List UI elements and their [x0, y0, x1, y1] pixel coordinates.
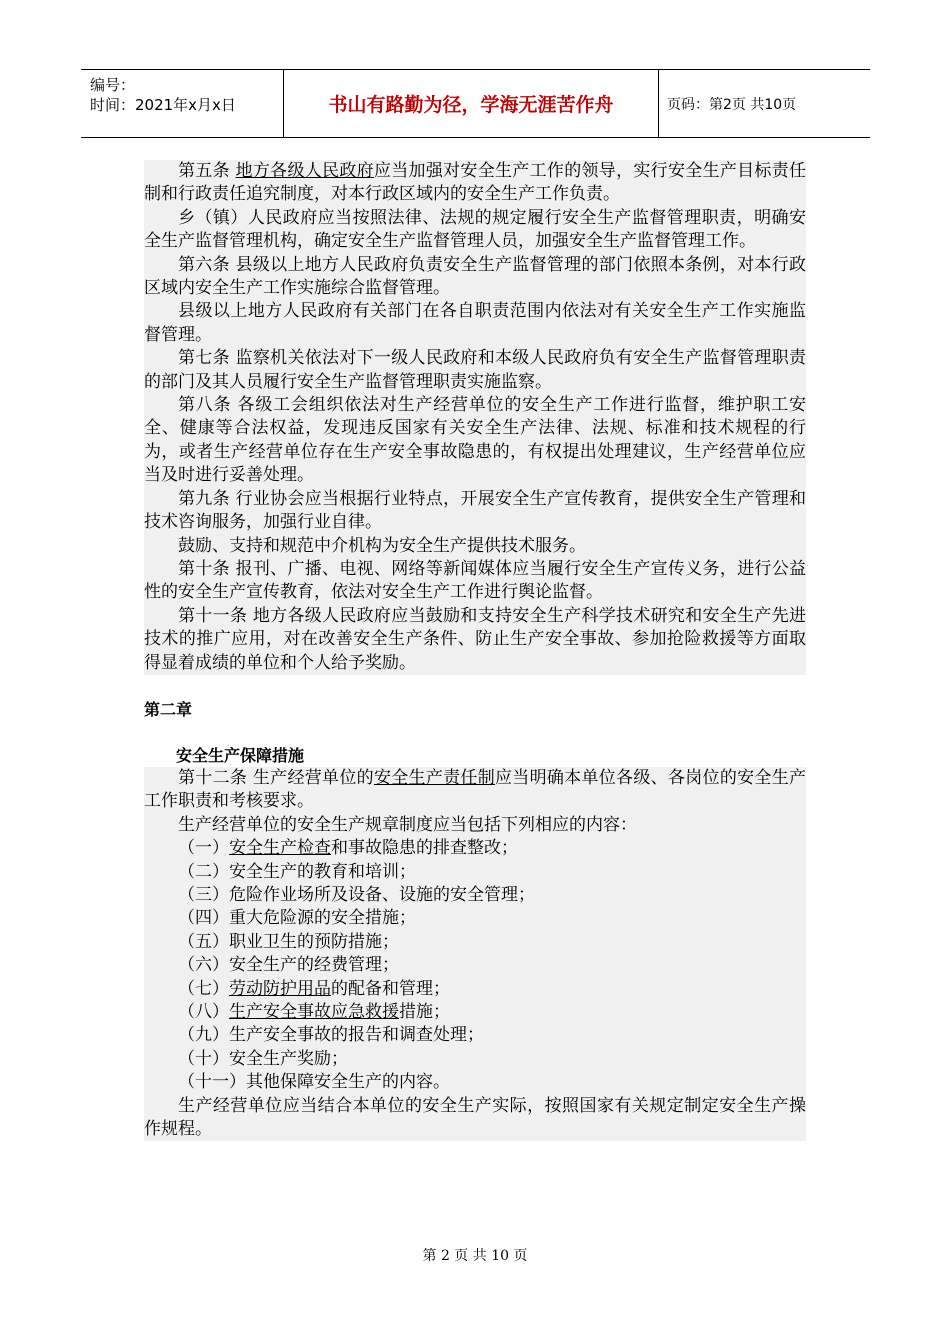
text-run: （十）安全生产奖励； [178, 1048, 348, 1069]
text-run: （八） [178, 1002, 229, 1022]
paragraph [144, 1095, 806, 1142]
chapter-heading: 第二章 [144, 699, 193, 719]
text-run: （六）安全生产的经费管理； [178, 955, 399, 976]
text-run: 应当加强对安全生产工作的领导，实行安全生产目标责任制和行政责任追究制度，对本行政区域内的安全生产工作负责。 [144, 161, 807, 205]
text-run: 鼓励、支持和规范中介机构为安全生产提供技术服务。 [178, 535, 586, 556]
paragraph [144, 767, 806, 814]
text-run: （十一）其他保障安全生产的内容。 [178, 1072, 450, 1093]
underlined-term: 安全生产责任制 [373, 767, 495, 788]
spacer [144, 675, 806, 698]
text-run: 生产经营单位的安全生产规章制度应当包括下列相应的内容： [178, 814, 637, 835]
text-run: 第十二条 生产经营单位的 [178, 767, 374, 788]
document-date: 时间：2021年x月x日 [90, 96, 236, 114]
paragraph [144, 814, 806, 837]
text-run: 措施； [399, 1002, 450, 1022]
text-run: 应当明确本单位各级、各岗位的安全生产工作职责和考核要求。 [144, 767, 807, 812]
text-run: 的配备和管理； [331, 978, 450, 999]
text-run: （四）重大危险源的安全措施； [178, 908, 416, 929]
paragraph [144, 861, 806, 884]
page-footer: 第 2 页 共 10 页 [422, 1248, 528, 1264]
document-body [144, 160, 806, 1141]
paragraph [144, 1001, 806, 1024]
section-title: 安全生产保障措施 [176, 745, 305, 765]
text-run: （二）安全生产的教育和培训； [178, 861, 416, 882]
paragraph [144, 954, 806, 977]
paragraph [144, 978, 806, 1001]
paragraph [144, 931, 806, 954]
underlined-term: 生产安全事故应急救援 [229, 1002, 399, 1022]
text-run: 第七条 监察机关依法对下一级人民政府和本级人民政府负有安全生产监督管理职责的部门及其人员履行安全生产监督管理职责实施监察。 [144, 348, 806, 392]
text-run: 第八条 各级工会组织依法对生产经营单位的安全生产工作进行监督，维护职工安全、健康等合法权益，发现违反国家有关安全生产法律、法规、标准和技术规程的行为，或者生产经营单位存在生产安全事故隐患的，有权提出处理建议，生产经营单位应当及时进行妥善处理。 [144, 395, 806, 486]
paragraph [144, 558, 806, 605]
text-run: （七） [178, 978, 229, 999]
text-run: 和事故隐患的排查整改； [331, 838, 518, 859]
text-run: 第六条 县级以上地方人民政府负责安全生产监督管理的部门依照本条例，对本行政区域内安全生产工作实施综合监督管理。 [144, 254, 806, 299]
text-run: （五）职业卫生的预防措施； [178, 931, 399, 952]
paragraph [144, 488, 806, 535]
underlined-term: 劳动防护用品 [229, 978, 331, 999]
text-run: （一） [178, 838, 229, 859]
paragraph [144, 605, 806, 675]
chapter-one-articles [144, 160, 806, 675]
document-number-label: 编号： [90, 76, 136, 94]
underlined-term: 安全生产检查 [229, 838, 331, 859]
text-run: 县级以上地方人民政府有关部门在各自职责范围内依法对有关安全生产工作实施监督管理。 [144, 301, 806, 345]
paragraph [144, 394, 806, 488]
chapter-two-articles [144, 767, 806, 1142]
paragraph [144, 884, 806, 907]
text-run: （九）生产安全事故的报告和调查处理； [178, 1025, 484, 1046]
paragraph [144, 1024, 806, 1047]
header-meta [81, 70, 284, 137]
paragraph [144, 347, 806, 394]
page-header [81, 69, 870, 138]
spacer [144, 721, 806, 744]
paragraph [144, 1048, 806, 1071]
paragraph [144, 207, 806, 254]
paragraph [144, 535, 806, 558]
header-motto: 书山有路勤为径，学海无涯苦作舟 [284, 70, 659, 137]
paragraph [144, 300, 806, 347]
paragraph [144, 1071, 806, 1094]
text-run: 生产经营单位应当结合本单位的安全生产实际，按照国家有关规定制定安全生产操作规程。 [144, 1095, 806, 1140]
paragraph [144, 907, 806, 930]
paragraph [144, 254, 806, 301]
text-run: 第九条 行业协会应当根据行业特点，开展安全生产宣传教育，提供安全生产管理和技术咨询服务，加强行业自律。 [144, 488, 806, 533]
text-run: 第十一条 地方各级人民政府应当鼓励和支持安全生产科学技术研究和安全生产先进技术的推广应用，对在改善安全生产条件、防止生产安全事故、参加抢险救援等方面取得显着成绩的单位和个人给予奖励。 [144, 605, 806, 673]
header-page-info: 页码：第2页 共10页 [667, 96, 797, 113]
text-run: 第十条 报刊、广播、电视、网络等新闻媒体应当履行安全生产宣传义务，进行公益性的安全生产宣传教育，依法对安全生产工作进行舆论监督。 [144, 558, 806, 603]
text-run: 第五条 [178, 161, 236, 181]
text-run: （三）危险作业场所及设备、设施的安全管理； [178, 884, 535, 905]
paragraph [144, 837, 806, 860]
text-run: 乡（镇）人民政府应当按照法律、法规的规定履行安全生产监督管理职责，明确安全生产监督管理机构，确定安全生产监督管理人员，加强安全生产监督管理工作。 [144, 207, 806, 252]
underlined-term: 地方各级人民政府 [235, 161, 374, 181]
paragraph [144, 160, 806, 207]
